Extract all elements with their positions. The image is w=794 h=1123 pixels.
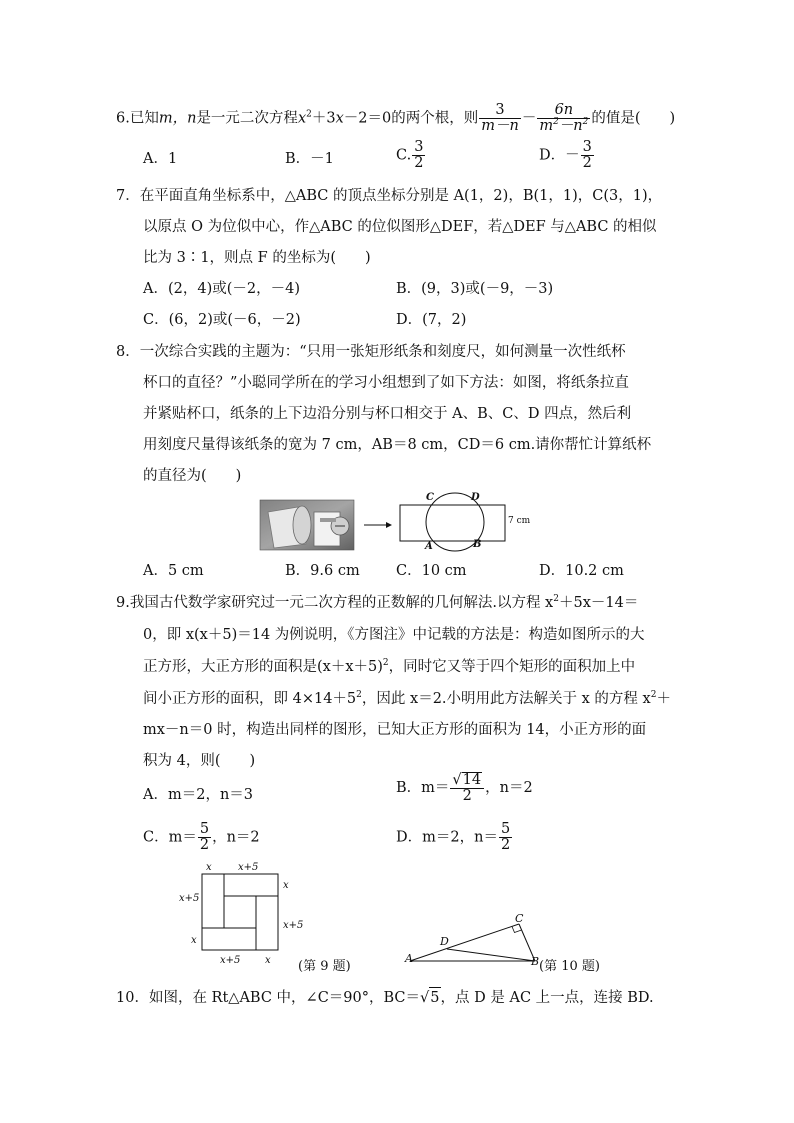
q9-line-5: mx－n＝0 时，构造出同样的图形，已知大正方形的面积为 14，小正方形的面 bbox=[143, 722, 647, 738]
q7-line-2: 以原点 O 为位似中心，作△ABC 的位似图形△DEF，若△DEF 与△ABC 的相似 bbox=[143, 219, 657, 235]
q10-label-c: C bbox=[515, 912, 524, 925]
q6-fraction-1: $\frac{3}{m-n}$ bbox=[481, 102, 519, 134]
q10-figure-caption: (第 10 题) bbox=[539, 959, 600, 974]
q10-label-d: D bbox=[440, 935, 449, 948]
q7-option-d: D．(7，2) bbox=[396, 312, 467, 328]
q9-figure-caption: (第 9 题) bbox=[298, 959, 351, 974]
q9-option-a: A．m＝2，n＝3 bbox=[143, 787, 254, 803]
q9-label-bottom-x: x bbox=[265, 955, 271, 966]
q6-option-d: D．－ $\frac{3}{2}$ bbox=[539, 139, 592, 171]
q10-label-a: A bbox=[405, 952, 413, 965]
cup-photo bbox=[260, 500, 354, 550]
q8-line-4: 用刻度尺量得该纸条的宽为 7 cm，AB＝8 cm，CD＝6 cm.请你帮忙计算纸杯 bbox=[143, 437, 652, 453]
q7-option-b: B．(9，3)或(－9，－3) bbox=[396, 281, 554, 297]
q9-label-top-x: x bbox=[206, 862, 212, 873]
q9-option-d: D．m＝2，n＝ $\frac{5}{2}$ bbox=[396, 821, 511, 853]
q9-label-left-x5: x+5 bbox=[179, 893, 200, 904]
q9-option-c: C．m＝ $\frac{5}{2}$ ，n＝2 bbox=[143, 821, 260, 853]
q9-label-right-x5: x+5 bbox=[283, 920, 304, 931]
q8-line-3: 并紧贴杯口，纸条的上下边沿分别与杯口相交于 A、B、C、D 四点，然后利 bbox=[143, 406, 632, 422]
q8-option-d: D．10.2 cm bbox=[539, 563, 624, 579]
q9-line-3: 正方形，大正方形的面积是$(x+x+5)^2$，同时它又等于四个矩形的面积加上中 bbox=[143, 658, 636, 675]
q7-line-1: 7．在平面直角坐标系中，△ABC 的顶点坐标分别是 A(1，2)，B(1，1)，C(3，1)， bbox=[116, 188, 663, 204]
q8-figure-svg bbox=[258, 492, 538, 554]
q6-option-a: A．1 bbox=[143, 151, 178, 167]
strip-diagram bbox=[400, 493, 505, 551]
q8-line-1: 8．一次综合实践的主题为：“只用一张矩形纸条和刻度尺，如何测量一次性纸杯 bbox=[116, 344, 626, 360]
q6-fraction-2: $\frac{6n}{m^2-n^2}$ bbox=[539, 102, 589, 134]
q8-label-d: D bbox=[471, 492, 480, 503]
q8-option-b: B．9.6 cm bbox=[285, 563, 360, 579]
q9-square-svg bbox=[200, 872, 280, 952]
q6-option-b: B．－1 bbox=[285, 151, 334, 167]
q8-label-b: B bbox=[473, 539, 482, 550]
q10-label-b: B bbox=[531, 955, 540, 968]
q8-figure bbox=[258, 492, 538, 554]
q8-option-a: A．5 cm bbox=[143, 563, 204, 579]
q9-figure bbox=[200, 872, 280, 952]
q8-option-c: C．10 cm bbox=[396, 563, 467, 579]
q8-line-2: 杯口的直径？”小聪同学所在的学习小组想到了如下方法：如图，将纸条拉直 bbox=[143, 375, 629, 391]
q7-line-3: 比为 3∶1，则点 F 的坐标为( ) bbox=[143, 250, 371, 266]
q6-option-c: C. $\frac{3}{2}$ bbox=[396, 139, 424, 171]
q7-option-c: C．(6，2)或(－6，－2) bbox=[143, 312, 301, 328]
q9-line-4: 间小正方形的面积，即 $4\times 14+5^2$，因此 x＝2.小明用此方法解关于 x 的方程 $x^2+$ bbox=[143, 690, 671, 707]
q8-label-a: A bbox=[425, 541, 433, 552]
q9-label-bottom-x5: x+5 bbox=[220, 955, 241, 966]
q8-label-width: 7 cm bbox=[508, 516, 531, 526]
q9-line-1: 9.我国古代数学家研究过一元二次方程的正数解的几何解法.以方程 $x^2+5x-14=$ bbox=[116, 594, 639, 611]
q8-line-5: 的直径为( ) bbox=[143, 468, 242, 484]
arrow-icon bbox=[364, 522, 392, 528]
q9-label-left-x: x bbox=[191, 935, 197, 946]
q9-line-6: 积为 4，则( ) bbox=[143, 753, 256, 769]
q6-stem: 6.已知m，n是一元二次方程$x^2+3x-2=0$的两个根，则 $\frac{3}{m-n}$ － $\frac{6n}{m^2-n^2}$ 的值是( ) bbox=[116, 102, 676, 134]
q10-line-1: 10．如图，在 Rt△ABC 中，∠C＝90°，BC＝√5，点 D 是 AC 上一点，连接 BD. bbox=[116, 987, 654, 1008]
q9-option-b: B．m＝ $\frac{√14}{2}$ ，n＝2 bbox=[396, 772, 533, 804]
q8-label-c: C bbox=[426, 492, 434, 503]
q9-line-2: 0，即 x(x＋5)＝14 为例说明，《方图注》中记载的方法是：构造如图所示的大 bbox=[143, 627, 645, 643]
q9-label-top-x5: x+5 bbox=[238, 862, 259, 873]
q7-option-a: A．(2，4)或(－2，－4) bbox=[143, 281, 301, 297]
q9-label-right-x: x bbox=[283, 880, 289, 891]
